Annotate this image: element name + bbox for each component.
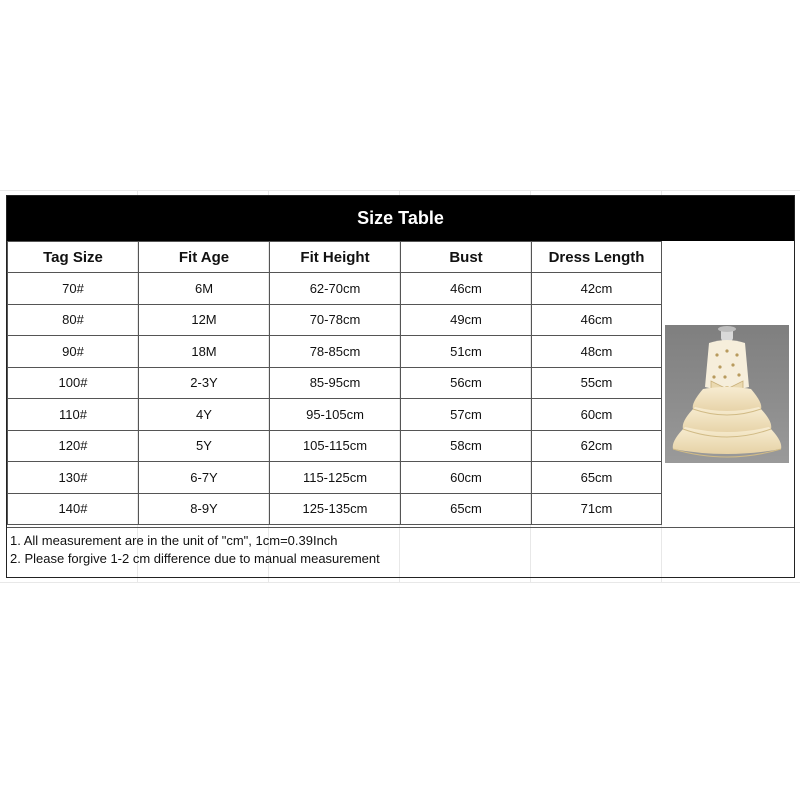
cell-tag-size: 100# [8,367,139,399]
cell-dress-length: 60cm [532,399,662,431]
cell-dress-length: 46cm [532,304,662,336]
cell-fit-age: 6M [139,273,270,305]
header-bust: Bust [401,242,532,273]
cell-fit-age: 5Y [139,430,270,462]
cell-fit-height: 78-85cm [270,336,401,368]
cell-fit-age: 12M [139,304,270,336]
cell-fit-age: 2-3Y [139,367,270,399]
cell-dress-length: 62cm [532,430,662,462]
header-fit-age: Fit Age [139,242,270,273]
dress-illustration-icon [665,325,789,463]
cell-fit-height: 62-70cm [270,273,401,305]
cell-bust: 57cm [401,399,532,431]
cell-fit-height: 95-105cm [270,399,401,431]
table-row [8,336,662,368]
size-table-title: Size Table [7,196,794,241]
cell-fit-height: 70-78cm [270,304,401,336]
cell-bust: 56cm [401,367,532,399]
table-row [8,273,662,305]
cell-tag-size: 70# [8,273,139,305]
cell-bust: 65cm [401,493,532,525]
cell-fit-height: 105-115cm [270,430,401,462]
cell-dress-length: 71cm [532,493,662,525]
cell-tag-size: 80# [8,304,139,336]
header-fit-height: Fit Height [270,242,401,273]
cell-tag-size: 130# [8,462,139,494]
cell-tag-size: 90# [8,336,139,368]
size-table [7,241,662,525]
dress-photo [665,325,789,463]
cell-fit-height: 115-125cm [270,462,401,494]
cell-fit-height: 85-95cm [270,367,401,399]
cell-fit-age: 4Y [139,399,270,431]
table-row [8,493,662,525]
cell-fit-height: 125-135cm [270,493,401,525]
cell-fit-age: 18M [139,336,270,368]
sheet-gridline [0,582,800,583]
cell-tag-size: 140# [8,493,139,525]
cell-dress-length: 48cm [532,336,662,368]
cell-bust: 46cm [401,273,532,305]
cell-bust: 51cm [401,336,532,368]
header-tag-size: Tag Size [8,242,139,273]
cell-dress-length: 55cm [532,367,662,399]
note-line: 1. All measurement are in the unit of "cm", 1cm=0.39Inch [10,533,338,548]
cell-bust: 60cm [401,462,532,494]
cell-fit-age: 6-7Y [139,462,270,494]
table-row [8,462,662,494]
table-row [8,367,662,399]
header-row [8,242,662,273]
header-dress-length: Dress Length [532,242,662,273]
measurement-notes [7,527,794,577]
cell-tag-size: 110# [8,399,139,431]
cell-fit-age: 8-9Y [139,493,270,525]
sheet-gridline [0,190,800,191]
note-line: 2. Please forgive 1-2 cm difference due to manual measurement [10,551,380,566]
cell-dress-length: 42cm [532,273,662,305]
table-row [8,399,662,431]
cell-bust: 49cm [401,304,532,336]
table-row [8,304,662,336]
size-chart [6,195,795,578]
product-photo-cell [661,241,794,526]
table-row [8,430,662,462]
cell-bust: 58cm [401,430,532,462]
cell-tag-size: 120# [8,430,139,462]
cell-dress-length: 65cm [532,462,662,494]
